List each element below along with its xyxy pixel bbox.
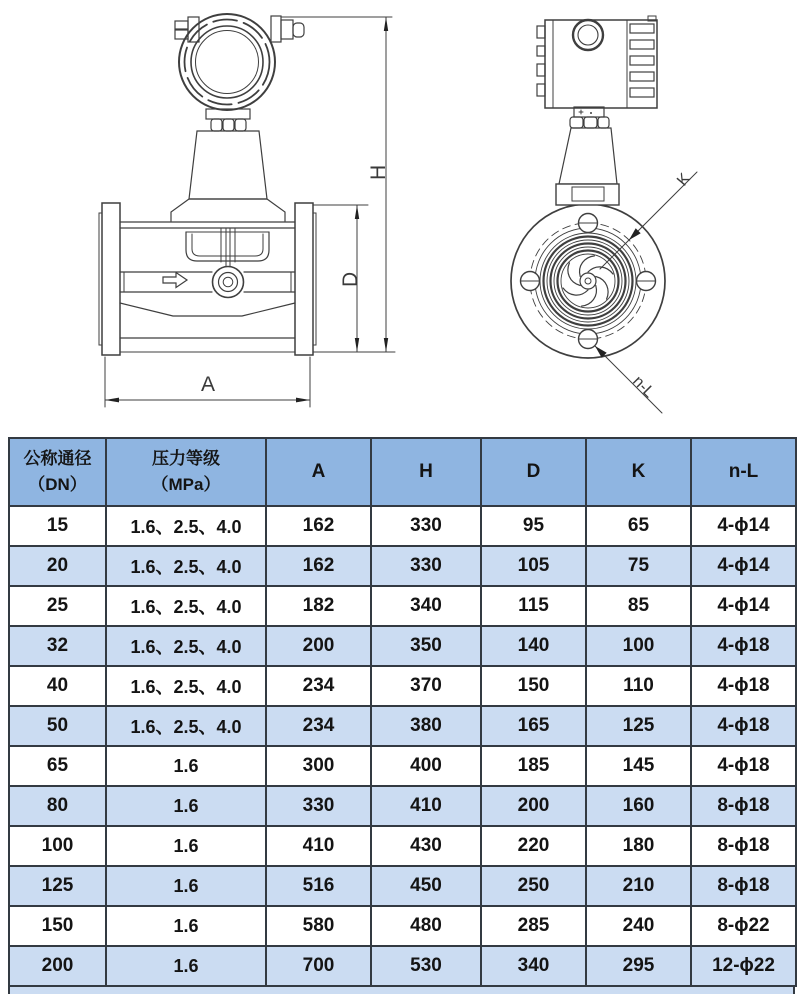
table-cell: 1.6、2.5、4.0 [106,706,266,746]
dim-label-a: A [201,373,216,396]
table-cell: 25 [9,586,106,626]
table-cell: 516 [266,866,371,906]
table-cell: 4-ϕ18 [691,626,796,666]
table-cell: 12-ϕ22 [691,946,796,986]
table-cell: 145 [586,746,691,786]
table-cell: 125 [586,706,691,746]
table-cell: 165 [481,706,586,746]
table-cell: 234 [266,666,371,706]
table-row [9,506,796,546]
table-cell: 1.6、2.5、4.0 [106,506,266,546]
pipe-body [99,203,316,355]
table-cell: 4-ϕ14 [691,546,796,586]
table-cell: 180 [586,826,691,866]
dimension-table-wrap [8,437,795,994]
table-cell: 1.6 [106,866,266,906]
table-header-row [9,438,796,506]
table-cell: 450 [371,866,481,906]
table-cell: 220 [481,826,586,866]
table-cell: 1.6、2.5、4.0 [106,666,266,706]
table-cell: 115 [481,586,586,626]
table-cell: 20 [9,546,106,586]
dim-label-d: D [339,271,362,287]
table-cell: 700 [266,946,371,986]
table-cell: 4-ϕ14 [691,586,796,626]
table-cell: 100 [586,626,691,666]
header-dn [9,438,106,506]
flowmeter-drawing-svg [0,0,800,434]
table-body [9,506,796,986]
table-cell: 234 [266,706,371,746]
table-cell: 140 [481,626,586,666]
table-cell: 50 [9,706,106,746]
table-row [9,946,796,986]
table-cell: 162 [266,546,371,586]
dim-label-nl: n-L [629,372,658,402]
table-cell: 125 [9,866,106,906]
table-cell: 210 [586,866,691,906]
table-cell: 200 [9,946,106,986]
table-cell: 8-ϕ18 [691,786,796,826]
table-cell: 430 [371,826,481,866]
header-pressure [106,438,266,506]
table-cell: 1.6、2.5、4.0 [106,546,266,586]
header-nl: n-L [691,438,796,506]
header-k: K [586,438,691,506]
table-row [9,546,796,586]
table-cell: 8-ϕ22 [691,906,796,946]
dim-label-h: H [367,164,390,180]
table-cell: 4-ϕ18 [691,666,796,706]
dimension-h [281,17,395,352]
table-row [9,786,796,826]
table-cell: 4-ϕ14 [691,506,796,546]
table-cell: 580 [266,906,371,946]
table-cell: 530 [371,946,481,986]
table-row [9,826,796,866]
header-pressure-unit: （MPa） [151,475,221,494]
table-cell: 480 [371,906,481,946]
table-cell: 1.6、2.5、4.0 [106,586,266,626]
table-cell: 1.6 [106,946,266,986]
housing [537,16,657,108]
table-cell: 150 [481,666,586,706]
dimension-nl [595,346,662,413]
table-cell: 340 [371,586,481,626]
table-cell: 330 [266,786,371,826]
neck [171,109,285,221]
table-cell: 200 [266,626,371,666]
table-cell: 1.6 [106,786,266,826]
table-cell: 100 [9,826,106,866]
flange-face [511,184,665,358]
header-pressure-title: 压力等级 [152,448,220,468]
flow-direction-arrow-icon [163,273,187,288]
table-cell: 370 [371,666,481,706]
table-cell: 4-ϕ18 [691,746,796,786]
table-row [9,586,796,626]
table-cell: 240 [586,906,691,946]
table-cell: 65 [586,506,691,546]
technical-drawing [0,0,800,434]
table-cell: 182 [266,586,371,626]
table-cell: 400 [371,746,481,786]
table-cell: 8-ϕ18 [691,866,796,906]
table-cell: 1.6 [106,746,266,786]
header-h: H [371,438,481,506]
header-dn-title: 公称通径 [23,448,92,468]
table-cell: 160 [586,786,691,826]
header-dn-unit: （DN） [28,475,87,494]
table-cell: 15 [9,506,106,546]
table-cell: 40 [9,666,106,706]
table-cell: 1.6 [106,906,266,946]
table-row [9,666,796,706]
table-cell: 162 [266,506,371,546]
table-cell: 80 [9,786,106,826]
header-a: A [266,438,371,506]
table-cell: 8-ϕ18 [691,826,796,866]
table-cell: 300 [266,746,371,786]
table-cell: 200 [481,786,586,826]
cutoff-next-row-strip [8,987,795,994]
table-cell: 110 [586,666,691,706]
front-view [99,14,395,407]
table-cell: 85 [586,586,691,626]
table-cell: 350 [371,626,481,666]
table-cell: 410 [266,826,371,866]
transmitter-head [175,14,304,110]
table-cell: 295 [586,946,691,986]
dim-label-k: K [674,170,694,190]
table-row [9,746,796,786]
side-view [511,16,697,413]
table-cell: 285 [481,906,586,946]
side-neck [559,107,617,184]
table-cell: 32 [9,626,106,666]
table-cell: 75 [586,546,691,586]
header-d: D [481,438,586,506]
table-cell: 1.6 [106,826,266,866]
table-cell: 330 [371,546,481,586]
table-cell: 4-ϕ18 [691,706,796,746]
table-cell: 250 [481,866,586,906]
table-cell: 185 [481,746,586,786]
table-cell: 330 [371,506,481,546]
table-cell: 1.6、2.5、4.0 [106,626,266,666]
table-cell: 95 [481,506,586,546]
table-row [9,706,796,746]
table-row [9,906,796,946]
table-cell: 340 [481,946,586,986]
table-cell: 380 [371,706,481,746]
table-row [9,866,796,906]
table-row [9,626,796,666]
table-cell: 65 [9,746,106,786]
table-cell: 105 [481,546,586,586]
table-cell: 150 [9,906,106,946]
dimension-table [8,437,797,987]
table-cell: 410 [371,786,481,826]
